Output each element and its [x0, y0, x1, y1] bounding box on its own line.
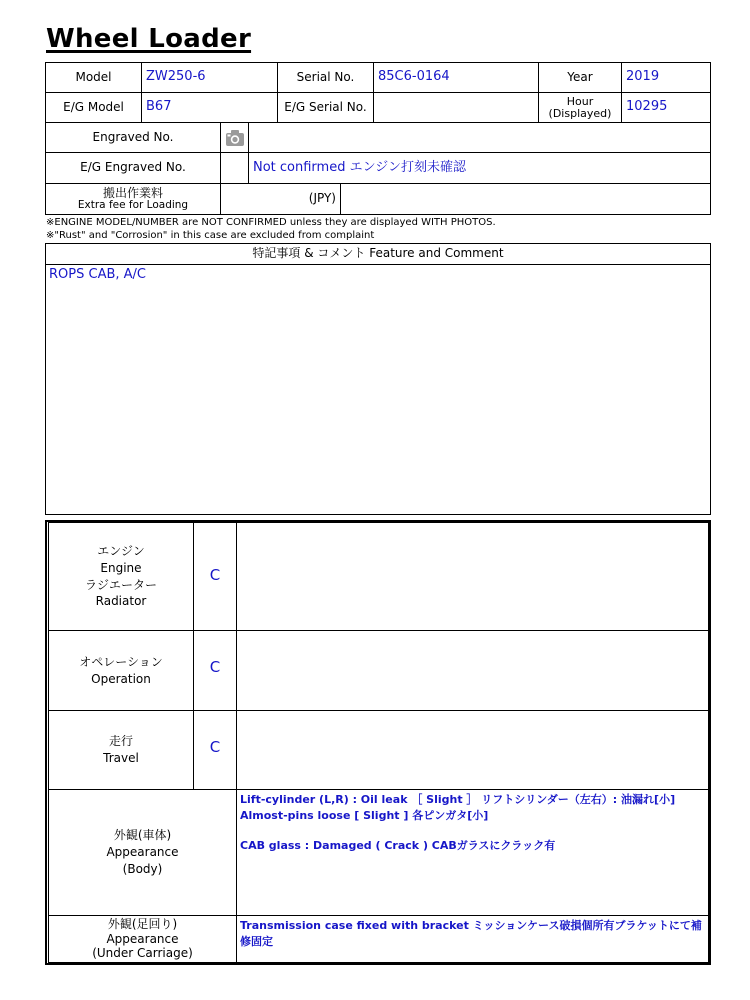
engraved-label: Engraved No. — [45, 122, 221, 153]
appearance-under-label — [48, 915, 237, 963]
eg-engraved-value: Not confirmed エンジン打刻未確認 — [248, 152, 711, 184]
hour-label-line2: (Displayed) — [548, 106, 612, 120]
radiator-label-en: Radiator — [95, 594, 147, 609]
serial-value: 85C6-0164 — [373, 62, 539, 93]
eg-serial-value — [373, 92, 539, 123]
engine-remarks — [236, 522, 709, 631]
remark-lift-cylinder: Lift-cylinder (L,R) : Oil leak ［ Slight ］ リフトシリンダー（左右）: 油漏れ[小] — [240, 793, 676, 806]
model-value: ZW250-6 — [141, 62, 278, 93]
operation-label-jp: オペレーション — [79, 654, 163, 669]
travel-remarks — [236, 710, 709, 790]
year-value: 2019 — [621, 62, 711, 93]
loading-fee-label-jp: 搬出作業料 — [102, 186, 163, 201]
note-rust-exclusion: ※"Rust" and "Corrosion" in this case are excluded from complaint — [46, 230, 375, 241]
loading-fee-value — [220, 183, 341, 215]
feature-comment-box — [45, 243, 711, 515]
engraved-value — [248, 122, 711, 153]
travel-grade: C — [193, 710, 237, 790]
hour-label — [538, 92, 622, 123]
loading-fee-label — [45, 183, 221, 215]
feature-comment-text: ROPS CAB, A/C — [49, 267, 146, 282]
engine-label-en: Engine — [100, 560, 142, 575]
page-title: Wheel Loader — [46, 24, 252, 54]
eg-serial-label: E/G Serial No. — [277, 92, 374, 123]
loading-fee-currency: (JPY) — [308, 191, 336, 206]
serial-label: Serial No. — [277, 62, 374, 93]
engine-radiator-label — [48, 522, 194, 631]
eg-model-value: B67 — [141, 92, 278, 123]
engine-label-jp: エンジン — [97, 543, 145, 558]
camera-icon — [224, 127, 246, 149]
hour-label-line1: Hour — [566, 94, 594, 108]
engraved-photo-cell — [220, 122, 249, 153]
appearance-body-remarks — [236, 789, 709, 916]
appearance-body-label-en2: (Body) — [122, 861, 163, 876]
remark-transmission-case: Transmission case fixed with bracket ミッションケース破損個所有ブラケットにて補修固定 — [240, 919, 702, 948]
appearance-body-label — [48, 789, 237, 916]
hour-value: 10295 — [621, 92, 711, 123]
engine-grade: C — [193, 522, 237, 631]
loading-fee-label-en: Extra fee for Loading — [77, 198, 189, 211]
appearance-under-remarks — [236, 915, 709, 963]
year-label: Year — [538, 62, 622, 93]
loading-fee-extra — [340, 183, 711, 215]
eg-engraved-label: E/G Engraved No. — [45, 152, 221, 184]
appearance-body-label-en: Appearance — [106, 845, 179, 860]
note-engine-confirmation: ※ENGINE MODEL/NUMBER are NOT CONFIRMED unless they are displayed WITH PHOTOS. — [46, 217, 496, 228]
operation-label-en: Operation — [91, 671, 151, 686]
remark-pins-loose: Almost-pins loose [ Slight ] 各ピンガタ[小] — [240, 808, 489, 822]
eg-model-label: E/G Model — [45, 92, 142, 123]
appearance-under-label-en2: (Under Carriage) — [92, 946, 193, 961]
appearance-under-label-en: Appearance — [106, 931, 179, 946]
model-label: Model — [45, 62, 142, 93]
appearance-body-label-jp: 外観(車体) — [113, 828, 172, 843]
radiator-label-jp: ラジエーター — [84, 577, 157, 592]
operation-label — [48, 630, 194, 711]
travel-label-en: Travel — [103, 751, 139, 765]
eg-engraved-photo-cell — [220, 152, 249, 184]
remark-cab-glass: CAB glass : Damaged ( Crack ) CABガラスにクラック有 — [240, 838, 556, 852]
feature-comment-header: 特記事項 & コメント Feature and Comment — [45, 243, 711, 265]
travel-label — [48, 710, 194, 790]
operation-remarks — [236, 630, 709, 711]
operation-grade: C — [193, 630, 237, 711]
appearance-under-label-jp: 外観(足回り) — [107, 917, 178, 932]
travel-label-jp: 走行 — [108, 734, 133, 749]
